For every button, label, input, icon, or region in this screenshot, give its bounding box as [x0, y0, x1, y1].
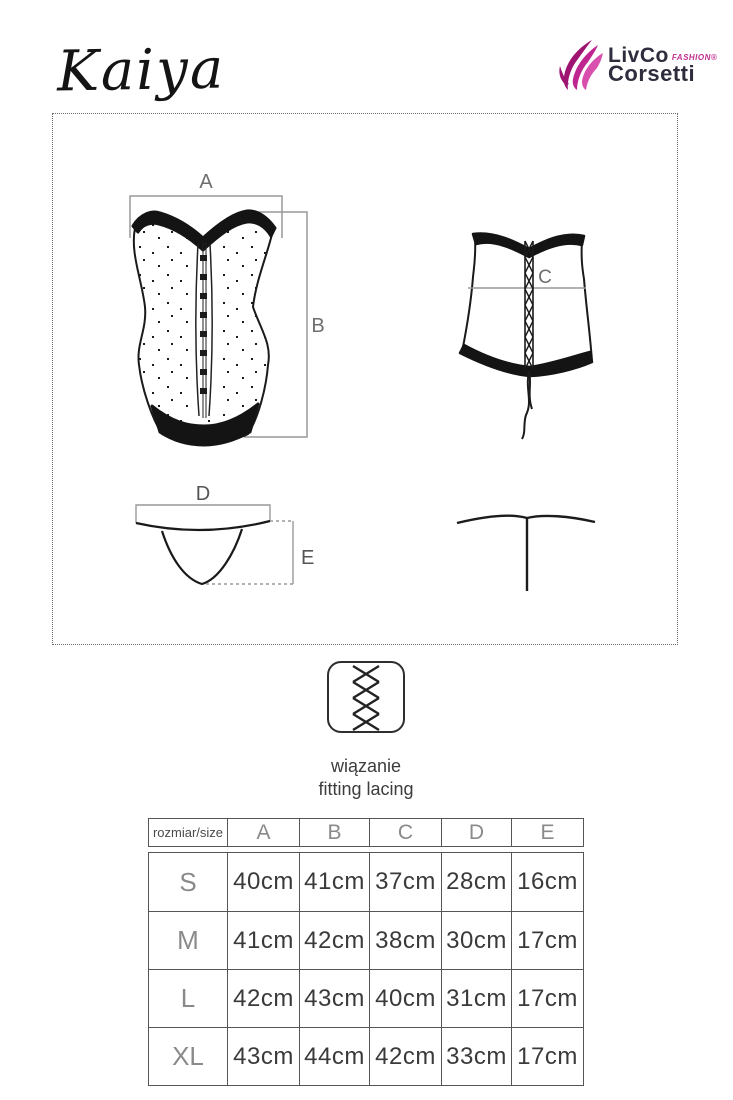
- lacing-icon: [327, 661, 405, 733]
- value-e: 17cm: [517, 926, 578, 954]
- panty-front-drawing: [90, 480, 320, 595]
- value-c: 38cm: [375, 926, 436, 954]
- panty-back-drawing: [445, 495, 605, 595]
- lacing-caption-pl: wiązanie: [330, 756, 402, 776]
- value-d: 33cm: [446, 1042, 507, 1070]
- value-b: 43cm: [304, 984, 365, 1012]
- value-d: 28cm: [446, 868, 507, 895]
- measurement-label-c: C: [538, 267, 552, 288]
- product-name: Kaiya: [56, 36, 226, 105]
- corset-back-drawing: [440, 205, 620, 450]
- corset-front-drawing: [80, 158, 330, 468]
- value-c: 40cm: [375, 984, 436, 1012]
- value-c: 42cm: [375, 1042, 436, 1070]
- value-d: 31cm: [446, 984, 507, 1012]
- header-e: E: [540, 820, 555, 844]
- size-label: M: [177, 925, 199, 955]
- table-row-l: [149, 969, 583, 1027]
- value-e: 17cm: [517, 1042, 578, 1070]
- lacing-caption-en: fitting lacing: [318, 778, 414, 799]
- measurement-bracket-d: [136, 505, 270, 523]
- lacing-caption: [246, 755, 486, 800]
- size-table: [148, 818, 584, 1086]
- measurement-label-e: E: [301, 547, 315, 569]
- header-c: C: [397, 820, 414, 844]
- value-b: 42cm: [304, 926, 365, 954]
- size-label: L: [180, 983, 196, 1013]
- value-e: 17cm: [517, 984, 578, 1012]
- table-row-m: [149, 911, 583, 969]
- value-b: 41cm: [304, 868, 365, 895]
- header-d: D: [468, 820, 485, 844]
- brand-fashion-label: FASHION®: [671, 53, 718, 62]
- size-label: XL: [172, 1041, 204, 1071]
- value-a: 40cm: [233, 868, 294, 895]
- size-label: S: [179, 866, 197, 897]
- table-row-s: [149, 853, 583, 911]
- table-row-xl: [149, 1027, 583, 1085]
- size-table-header: [148, 818, 584, 847]
- size-table-body: [148, 852, 584, 1086]
- value-d: 30cm: [446, 926, 507, 954]
- header-b: B: [327, 820, 342, 844]
- value-a: 43cm: [233, 1042, 294, 1070]
- brand-logo: [556, 36, 726, 94]
- value-c: 37cm: [375, 868, 436, 895]
- measurement-label-d: D: [195, 483, 211, 505]
- brand-name-top: LivCo: [608, 44, 669, 67]
- brand-swirl-icon: [556, 38, 606, 92]
- header-rozmiar-size: rozmiar/size: [152, 825, 224, 840]
- measurement-label-b: B: [311, 315, 325, 337]
- value-b: 44cm: [304, 1042, 365, 1070]
- value-e: 16cm: [517, 868, 578, 895]
- value-a: 41cm: [233, 926, 294, 954]
- measurement-label-a: A: [199, 171, 213, 193]
- brand-name-bottom: Corsetti: [608, 61, 696, 86]
- header-a: A: [256, 820, 271, 844]
- value-a: 42cm: [233, 984, 294, 1012]
